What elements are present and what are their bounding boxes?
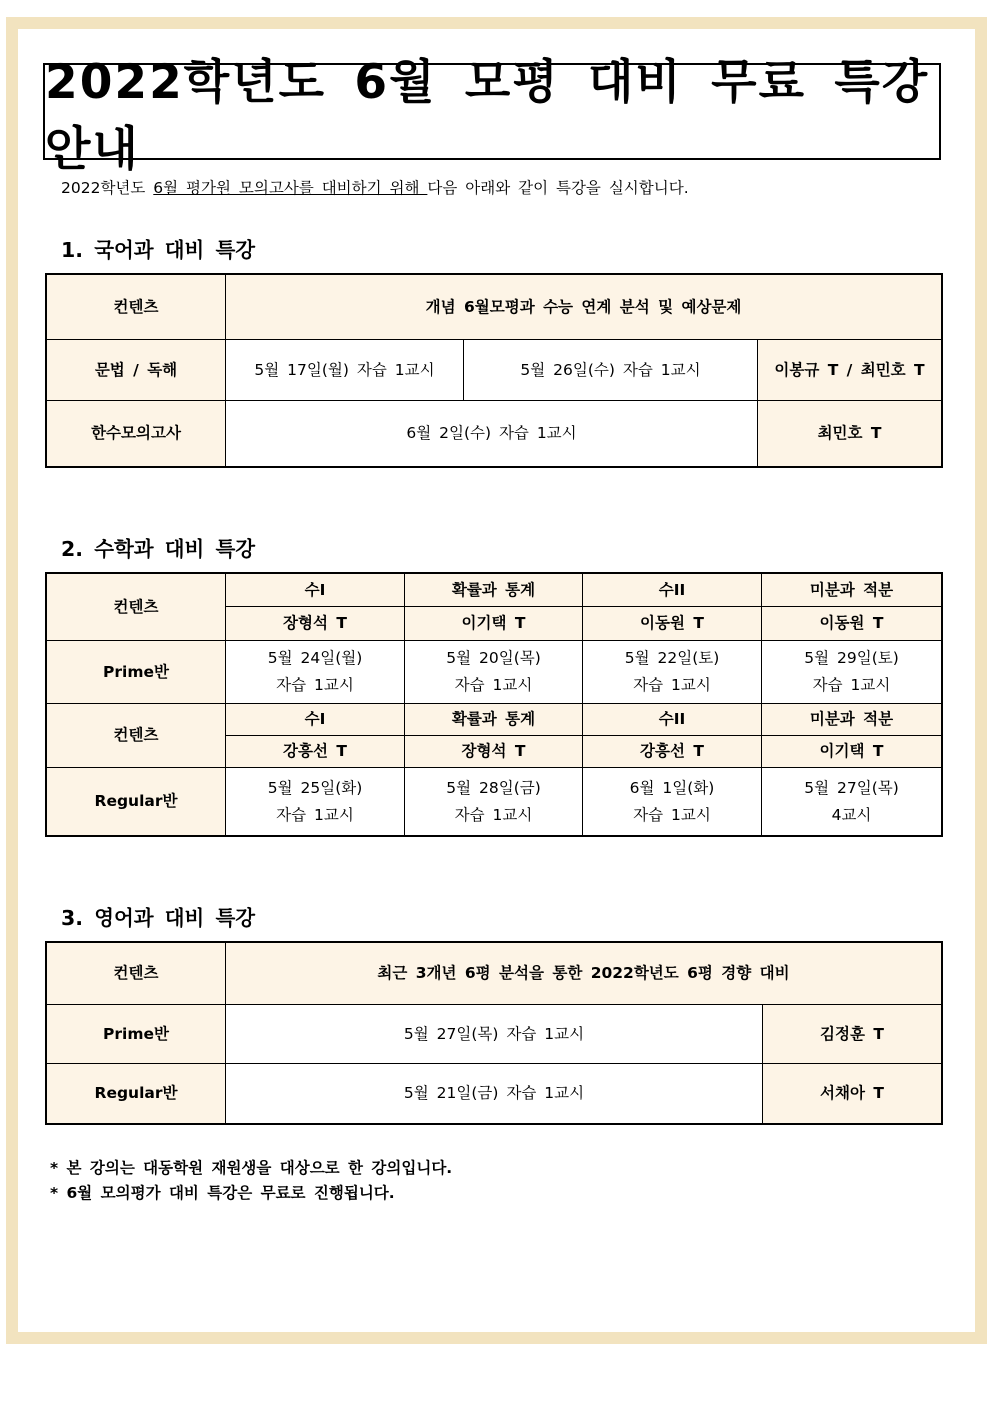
row-label: 한수모의고사: [47, 401, 226, 467]
korean-table: [46, 274, 942, 467]
period-text: 자습 1교시: [454, 805, 533, 824]
table-row: [47, 340, 942, 401]
row-label: Regular반: [47, 1064, 226, 1124]
english-table: [46, 942, 942, 1124]
section-english-heading: 3. 영어과 대비 특강: [61, 906, 256, 930]
teacher-cell: 이기택 T: [405, 607, 583, 641]
subject-cell: 미분과 적분: [762, 574, 942, 607]
teacher-cell: 김정훈 T: [763, 1005, 942, 1064]
table-row: [47, 768, 942, 836]
schedule-cell: [405, 768, 583, 836]
schedule-cell: 6월 2일(수) 자습 1교시: [226, 401, 758, 467]
schedule-cell: 5월 21일(금) 자습 1교시: [226, 1064, 763, 1124]
teacher-cell: 장형석 T: [405, 736, 583, 768]
class-label: Prime반: [47, 641, 226, 704]
subject-cell: 미분과 적분: [762, 704, 942, 736]
teacher-cell: 이동원 T: [583, 607, 762, 641]
subject-cell: 수I: [226, 574, 405, 607]
intro-suffix: 다음 아래와 같이 특강을 실시합니다.: [427, 179, 689, 197]
table-row: [47, 401, 942, 467]
schedule-cell: [583, 768, 762, 836]
content-label: 컨텐츠: [47, 704, 226, 768]
table-row: [47, 275, 942, 340]
period-text: 자습 1교시: [633, 805, 711, 824]
teacher-cell: 강흥선 T: [583, 736, 762, 768]
date-text: 5월 25일(화): [267, 778, 363, 797]
date-text: 5월 27일(목): [804, 778, 899, 797]
class-label: Regular반: [47, 768, 226, 836]
schedule-cell: 5월 26일(수) 자습 1교시: [464, 340, 758, 401]
teacher-cell: 서채아 T: [763, 1064, 942, 1124]
content-label: 컨텐츠: [47, 574, 226, 641]
table-row: [47, 1005, 942, 1064]
notes: [50, 1156, 452, 1206]
row-label: Prime반: [47, 1005, 226, 1064]
subject-cell: 수II: [583, 574, 762, 607]
teacher-cell: 이봉규 T / 최민호 T: [758, 340, 942, 401]
page-title: 2022학년도 6월 모평 대비 무료 특강 안내: [45, 54, 930, 177]
schedule-cell: [226, 768, 405, 836]
schedule-cell: 5월 17일(월) 자습 1교시: [226, 340, 464, 401]
period-text: 자습 1교시: [633, 676, 711, 694]
subject-cell: 수I: [226, 704, 405, 736]
date-text: 5월 20일(목): [446, 649, 541, 667]
content-label: 컨텐츠: [47, 275, 226, 340]
date-text: 5월 29일(토): [804, 649, 899, 667]
subject-cell: 확률과 통계: [405, 704, 583, 736]
period-text: 자습 1교시: [276, 676, 354, 694]
content-label: 컨텐츠: [47, 943, 226, 1005]
period-text: 4교시: [831, 805, 872, 824]
teacher-cell: 최민호 T: [758, 401, 942, 467]
content-value: 최근 3개년 6평 분석을 통한 2022학년도 6평 경향 대비: [226, 943, 942, 1005]
subject-cell: 수II: [583, 704, 762, 736]
schedule-cell: [583, 641, 762, 704]
schedule-cell: [762, 641, 942, 704]
table-row: [47, 704, 942, 736]
math-table: [46, 573, 942, 836]
table-row: [47, 574, 942, 607]
table-row: [47, 1064, 942, 1124]
note-line: * 6월 모의평가 대비 특강은 무료로 진행됩니다.: [50, 1184, 395, 1202]
intro-prefix: 2022학년도: [61, 179, 154, 197]
table-row: [47, 943, 942, 1005]
schedule-cell: [226, 641, 405, 704]
schedule-cell: [762, 768, 942, 836]
teacher-cell: 강흥선 T: [226, 736, 405, 768]
teacher-cell: 이동원 T: [762, 607, 942, 641]
date-text: 5월 22일(토): [624, 649, 720, 667]
note-line: * 본 강의는 대동학원 재원생을 대상으로 한 강의입니다.: [50, 1159, 453, 1177]
intro-underlined: 6월 평가원 모의고사를 대비하기 위해: [153, 179, 428, 197]
schedule-cell: [405, 641, 583, 704]
teacher-cell: 이기택 T: [762, 736, 942, 768]
period-text: 자습 1교시: [812, 676, 891, 694]
date-text: 6월 1일(화): [629, 778, 715, 797]
period-text: 자습 1교시: [276, 805, 354, 824]
title-box: [43, 54, 941, 177]
date-text: 5월 28일(금): [446, 778, 541, 797]
row-label: 문법 / 독해: [47, 340, 226, 401]
section-math-heading: 2. 수학과 대비 특강: [61, 537, 256, 561]
section-korean-heading: 1. 국어과 대비 특강: [61, 238, 256, 262]
intro-text: [61, 176, 689, 198]
period-text: 자습 1교시: [454, 676, 533, 694]
content-value: 개념 6월모평과 수능 연계 분석 및 예상문제: [226, 275, 942, 340]
table-row: [47, 641, 942, 704]
teacher-cell: 장형석 T: [226, 607, 405, 641]
subject-cell: 확률과 통계: [405, 574, 583, 607]
date-text: 5월 24일(월): [267, 649, 363, 667]
schedule-cell: 5월 27일(목) 자습 1교시: [226, 1005, 763, 1064]
